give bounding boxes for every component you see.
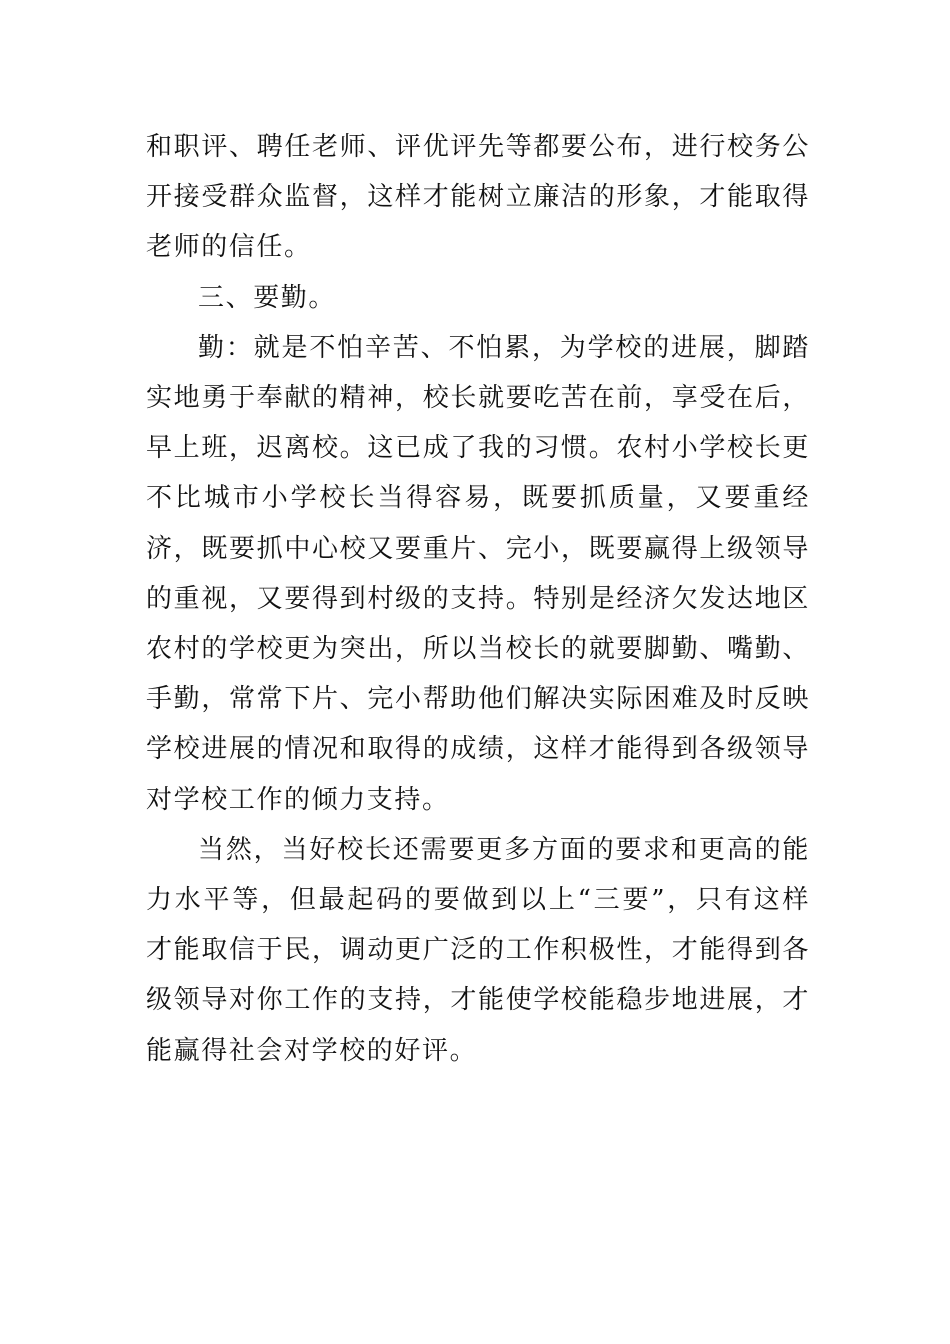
paragraph-conclusion: 当然，当好校长还需要更多方面的要求和更高的能力水平等，但最起码的要做到以上“三要”，只有这样才能取信于民，调动更广泛的工作积极性，才能得到各级领导对你工作的支持，才能使学校能稳步地进展，才能赢得社会对学校的好评。: [146, 834, 810, 1066]
paragraph-continuation: 和职评、聘任老师、评优评先等都要公布，进行校务公开接受群众监督，这样才能树立廉洁的形象，才能取得老师的信任。: [146, 132, 810, 263]
section-heading: 三、要勤。: [198, 282, 337, 313]
paragraph-diligence: 勤：就是不怕辛苦、不怕累，为学校的进展，脚踏实地勇于奉献的精神，校长就要吃苦在前，享受在后，早上班，迟离校。这已成了我的习惯。农村小学校长更不比城市小学校长当得容易，既要抓质量，又要重经济，既要抓中心校又要重片、完小，既要赢得上级领导的重视，又要得到村级的支持。特别是经济欠发达地区农村的学校更为突出，所以当校长的就要脚勤、嘴勤、手勤，常常下片、完小帮助他们解决实际困难及时反映学校进展的情况和取得的成绩，这样才能得到各级领导对学校工作的倾力支持。: [146, 332, 810, 815]
document-body: [146, 122, 810, 1076]
